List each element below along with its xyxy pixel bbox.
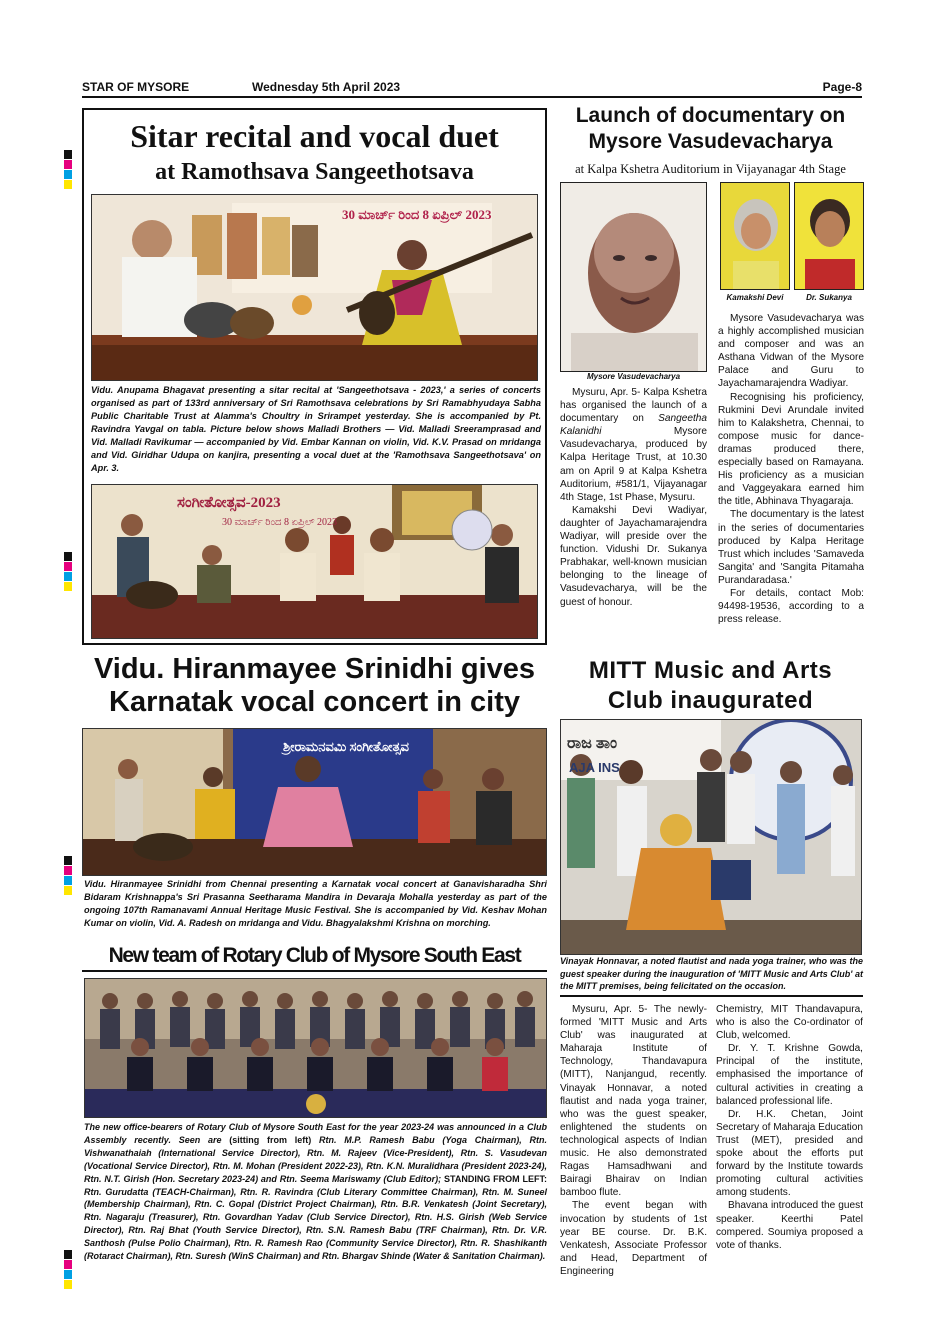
story5-col2-para2: Dr. Y. T. Krishne Gowda, Principal of the institute, emphasised the importance of cultural activities in creating a balanced professional life. bbox=[716, 1043, 863, 1107]
story2-headline-line1: Launch of documentary on bbox=[575, 104, 846, 127]
story2-column1 bbox=[560, 386, 707, 609]
story5-col2-para1: Chemistry, MIT Thandavapura, who is also the Co-ordinator of Club, welcomed. bbox=[716, 1004, 863, 1042]
story4-caption-sitting: (sitting from left) bbox=[229, 1134, 312, 1145]
story-hiranmayee-concert bbox=[82, 653, 547, 933]
story1-headline-line1: Sitar recital and vocal duet bbox=[130, 118, 499, 154]
story4-caption-part1: The new office-bearers of Rotary Club of Mysore South East for the year 2023-24 was announced in a Club Assembly recently. Seen are bbox=[84, 1122, 547, 1145]
sangeethotsava-banner-text: ಸಂಗೀತೋತ್ಸವ-2023 bbox=[177, 495, 281, 511]
story2-col1-para2: Kamakshi Devi Wadiyar, daughter of Jayachamarajendra Wadiyar, will preside over the function. Vidushi Dr. Sukanya Prabhakar, well-known musician belonging to the lineage of Vasudevacharya, will be the guest of honour. bbox=[560, 504, 707, 608]
story4-headline: New team of Rotary Club of Mysore South East bbox=[82, 942, 547, 972]
story3-headline-line2: Karnatak vocal concert in city bbox=[109, 686, 520, 718]
paper-name: STAR OF MYSORE bbox=[82, 80, 190, 94]
story4-caption-part3: Rtn. Gurudatta (TEACH-Chairman), Rtn. R. Ravindra (Club Literary Committee Chairman), Rtn. M. Suneel (Membership Chairman), Rtn. C. Gopal (District Project Chairman), Rtn. B.R. Venkatesh (Joint Secretary), Rtn. Nagaraju (Treasurer), Rtn. Govardhan Yadav (Club Service Director), Rtn. H.S. Girish (Web Service Director), Rtn. Raj Bhat (Youth Service Director), Rtn. S.N. Ramesh Babu (TRF Chairman), Rtn. Dr. V.R. Santhosh (Pulse Polio Chairman), Rtn. R. Ramesh Rao (Community Service Director), Rtn. R. Shashikanth (Rotaract Chairman), Rtn. Suresh (WinS Chairman) and Rtn. Bhargav Shinde (Water & Sanitation Chairman). bbox=[84, 1186, 547, 1262]
story5-caption: Vinayak Honnavar, a noted flautist and nada yoga trainer, who was the guest speaker during the inauguration of 'MITT Music and Arts Club' at the MITT premises, being felicitated on the occasion. bbox=[560, 955, 863, 997]
story5-column1 bbox=[560, 1003, 707, 1278]
story3-headline-line1: Vidu. Hiranmayee Srinidhi gives bbox=[93, 653, 536, 685]
ramanavami-banner-text: ಶ್ರೀರಾಮನವಮಿ ಸಂಗೀತೋತ್ಸವ bbox=[283, 739, 409, 754]
story2-col2-para2: Recognising his proficiency, Rukmini Devi Arundale invited him to Kalakshetra, Chennai, to compose music for dance-dramas produced there, especially based on Ramayana. His proficiency as a musician and Vaggeyakara earned him the title, Abhinava Thyagaraja. bbox=[718, 391, 864, 508]
dr-sukanya-portrait bbox=[794, 182, 864, 290]
story5-col1-para1: Mysuru, Apr. 5- The newly-formed 'MITT Music and Arts Club' was inaugurated at Maharaja Institute of Technology, Thandavapura (MITT), Nanjangud, recently. Vinayak Honnavar, a noted flautist and nada yoga trainer, who was the guest speaker, enlightened the students on technological aspects of Indian music. He also demonstrated Ragas Hamsadhwani and Bairagi Bhairav on Indian bamboo flute. bbox=[560, 1004, 707, 1199]
story1-headline-line2: at Ramothsava Sangeethotsava bbox=[155, 159, 474, 185]
story2-col2-para4: For details, contact Mob: 94498-19536, according to a press release. bbox=[718, 587, 864, 626]
story4-caption-standing: STANDING FROM LEFT: bbox=[444, 1173, 548, 1184]
sitar-banner-text: 30 ಮಾರ್ಚ್ ರಿಂದ 8 ಏಪ್ರಿಲ್ 2023 bbox=[342, 207, 492, 222]
mitt-banner-text: ರಾಜ ತಾಂ bbox=[567, 735, 618, 752]
story4-caption-part2: Rtn. M.P. Ramesh Babu (Yoga Chairman), Rtn. Vishwanathaiah (International Service Director), Rtn. M. Rajeev (Vice-President), Rtn. S. Vasudevan (Vocational Service Director), Rtn. M. Mohan (President 2022-23), Rtn. K.N. Muralidhara (President 2023-24), Rtn. N.T. Girish (Hon. Secretary 2023-24) and Rtn. Seema Mariswamy (Club Editor); bbox=[84, 1134, 547, 1184]
mitt-felicitation-photo bbox=[560, 719, 862, 955]
kamakshi-devi-label: Kamakshi Devi bbox=[726, 293, 784, 302]
issue-date: Wednesday 5th April 2023 bbox=[252, 80, 401, 94]
story-documentary-launch bbox=[558, 104, 863, 649]
hiranmayee-concert-photo bbox=[82, 728, 547, 876]
sitar-recital-photo bbox=[91, 194, 538, 381]
story-mitt-club bbox=[558, 657, 864, 1277]
mitt-banner-text2: AJA INS bbox=[569, 760, 620, 775]
vasudevacharya-label: Mysore Vasudevacharya bbox=[586, 372, 681, 381]
story2-subhead: at Kalpa Kshetra Auditorium in Vijayanagar 4th Stage bbox=[575, 162, 846, 176]
story2-col2-para1: Mysore Vasudevacharya was a highly accomplished musician and composer and was an Asthana Vidwan of the Mysore Palace and Guru to Jayachamarajendra Wadiyar. bbox=[718, 313, 864, 390]
story5-headline-line1: MITT Music and Arts bbox=[588, 657, 833, 684]
kamakshi-devi-portrait bbox=[720, 182, 790, 290]
sangeethotsava-banner-subtext: 30 ಮಾರ್ಚ್ ರಿಂದ 8 ಏಪ್ರಿಲ್ 2023 bbox=[222, 517, 337, 528]
story3-caption: Vidu. Hiranmayee Srinidhi from Chennai presenting a Karnatak vocal concert at Ganavisharadha Shri Bidaram Krishnappa's Sri Prasanna Seetharama Mandira in Devaraja Mohalla yesterday as part of the ongoing 107th Ramanavami Annual Heritage Music Festival. She is accompanied by Vid. Keshav Mohan Kumar on violin, Vid. A. Radesh on mridanga and Vidu. Bhagyalakshmi Krishna on morching. bbox=[84, 879, 547, 928]
story2-col1-para1: Mysuru, Apr. 5- Kalpa Kshetra has organised the launch of a documentary on Sangeetha Kalanidhi Mysore Vasudevacharya, produced by Kalpa Heritage Trust, at 10.30 am on April 9 at Kalpa Kshetra Auditorium, #581/1, Vijayanagar 4th Stage, 1st Phase, Mysuru. bbox=[560, 387, 707, 503]
story4-caption bbox=[84, 1121, 547, 1263]
masthead bbox=[82, 78, 862, 98]
story5-headline-line2: Club inaugurated bbox=[607, 687, 814, 714]
story-rotary-club bbox=[82, 942, 547, 1267]
story-sitar-recital bbox=[82, 108, 547, 645]
story2-column2 bbox=[718, 312, 864, 626]
story5-column2 bbox=[716, 1003, 863, 1252]
malladi-brothers-photo bbox=[91, 484, 538, 639]
story2-col2-para3: The documentary is the latest in the series of documentaries produced by Kalpa Heritage Trust which includes 'Samaveda Sangita' and 'Sangita Pitamaha Purandaradasa.' bbox=[718, 509, 864, 586]
page-number: Page-8 bbox=[822, 80, 862, 94]
rotary-team-photo bbox=[84, 978, 547, 1118]
vasudevacharya-portrait bbox=[560, 182, 707, 372]
story5-col2-para4: Bhavana introduced the guest speaker. Keerthi Patel compered. Soumiya proposed a vote of thanks. bbox=[716, 1200, 863, 1251]
dr-sukanya-label: Dr. Sukanya bbox=[806, 293, 852, 302]
story2-headline-line2: Mysore Vasudevacharya bbox=[588, 130, 833, 153]
story5-col1-para2: The event began with invocation by students of 1st year BE course. Dr. B.K. Venkatesh, Associate Professor and Head, Department of Engineering bbox=[560, 1200, 707, 1277]
story5-col2-para3: Dr. H.K. Chetan, Joint Secretary of Maharaja Education Trust (MET), presided and spoke about the efforts put forward by the Institute towards promoting cultural activities among students. bbox=[716, 1108, 864, 1199]
story1-caption: Vidu. Anupama Bhagavat presenting a sitar recital at 'Sangeethotsava - 2023,' a series of concerts organised as part of 133rd anniversary of Sri Ramothsava celebrations by Sri Ramabhyudaya Sabha Public Charitable Trust at Alamma's Choultry in Srirampet yesterday. She is accompanied by Pt. Ravindra Yavgal on tabla. Picture below shows Malladi Brothers — Vid. Malladi Sreeramprasad and Vid. Malladi Ravikumar — accompanied by Vid. Embar Kannan on violin, Vid. K.V. Prasad on mridanga and Vid. Giridhar Udupa on kanjira, presenting a vocal duet at the 'Ramothsava Sangeethotsava' on Apr. 3. bbox=[91, 385, 541, 473]
